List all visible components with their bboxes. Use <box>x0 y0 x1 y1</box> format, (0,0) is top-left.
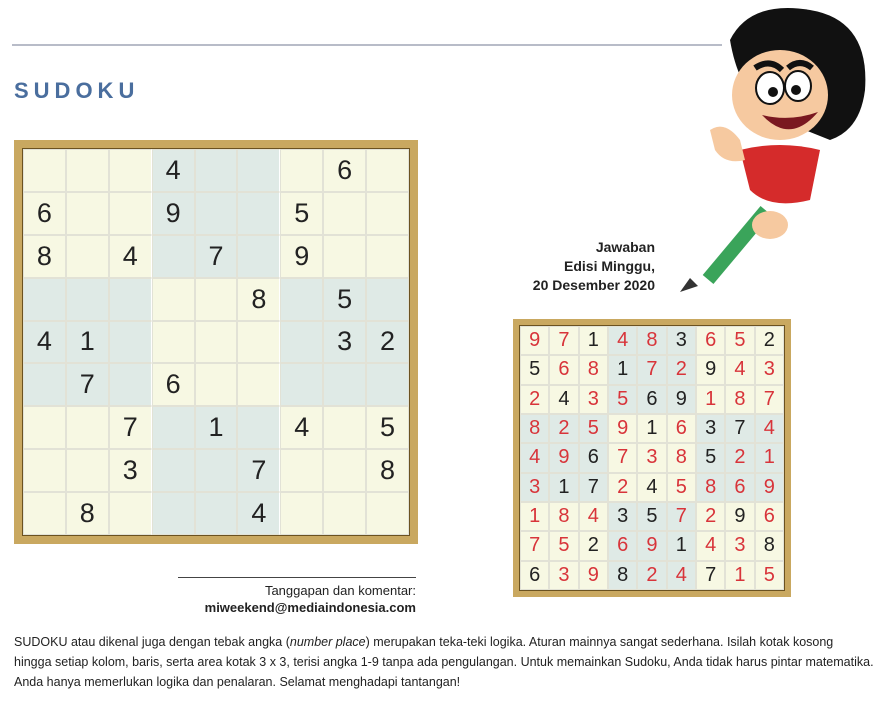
puzzle-cell[interactable] <box>109 492 152 535</box>
puzzle-cell[interactable] <box>366 363 409 406</box>
puzzle-cell[interactable] <box>152 492 195 535</box>
answer-cell: 1 <box>579 326 608 355</box>
puzzle-cell[interactable]: 7 <box>237 449 280 492</box>
puzzle-cell[interactable] <box>152 449 195 492</box>
answer-cell: 6 <box>637 385 666 414</box>
puzzle-cell[interactable] <box>280 492 323 535</box>
answer-cell: 2 <box>696 502 725 531</box>
page-title: SUDOKU <box>14 78 140 103</box>
answer-cell: 1 <box>696 385 725 414</box>
answer-cell: 7 <box>696 561 725 590</box>
description-paragraph <box>14 632 874 692</box>
answer-cell: 3 <box>608 502 637 531</box>
puzzle-cell[interactable] <box>109 149 152 192</box>
answer-cell: 5 <box>667 473 696 502</box>
answer-cell: 4 <box>696 531 725 560</box>
answer-cell: 1 <box>725 561 754 590</box>
answer-cell: 3 <box>725 531 754 560</box>
answer-cell: 1 <box>608 355 637 384</box>
puzzle-cell[interactable]: 1 <box>66 321 109 364</box>
answer-cell: 1 <box>667 531 696 560</box>
answer-cell: 9 <box>520 326 549 355</box>
puzzle-cell[interactable] <box>323 449 366 492</box>
puzzle-cell[interactable] <box>237 149 280 192</box>
answer-cell: 9 <box>755 473 784 502</box>
answer-cell: 6 <box>667 414 696 443</box>
sudoku-puzzle-grid <box>22 148 410 536</box>
answer-cell: 3 <box>549 561 578 590</box>
puzzle-cell[interactable] <box>280 449 323 492</box>
puzzle-cell[interactable]: 6 <box>323 149 366 192</box>
puzzle-cell[interactable] <box>280 278 323 321</box>
puzzle-cell[interactable]: 4 <box>109 235 152 278</box>
answer-cell: 8 <box>637 326 666 355</box>
answer-cell: 5 <box>608 385 637 414</box>
puzzle-cell[interactable]: 6 <box>152 363 195 406</box>
answer-cell: 7 <box>755 385 784 414</box>
answer-cell: 7 <box>667 502 696 531</box>
answer-cell: 7 <box>579 473 608 502</box>
puzzle-cell[interactable] <box>323 492 366 535</box>
answer-caption <box>533 238 655 295</box>
puzzle-cell[interactable] <box>109 321 152 364</box>
puzzle-cell[interactable]: 4 <box>152 149 195 192</box>
puzzle-cell[interactable]: 2 <box>366 321 409 364</box>
answer-cell: 4 <box>608 326 637 355</box>
puzzle-cell[interactable] <box>23 492 66 535</box>
puzzle-cell[interactable] <box>152 235 195 278</box>
answer-cell: 4 <box>755 414 784 443</box>
puzzle-cell[interactable] <box>109 192 152 235</box>
answer-cell: 8 <box>725 385 754 414</box>
puzzle-cell[interactable] <box>323 406 366 449</box>
answer-cell: 1 <box>637 414 666 443</box>
answer-cell: 6 <box>755 502 784 531</box>
puzzle-cell[interactable] <box>280 149 323 192</box>
description-part1: SUDOKU atau dikenal juga dengan tebak angka ( <box>14 635 290 649</box>
puzzle-cell[interactable] <box>366 235 409 278</box>
answer-cell: 9 <box>725 502 754 531</box>
puzzle-cell[interactable]: 8 <box>366 449 409 492</box>
cartoon-mascot-illustration <box>670 0 880 300</box>
answer-cell: 8 <box>667 443 696 472</box>
puzzle-cell[interactable] <box>366 149 409 192</box>
answer-cell: 2 <box>608 473 637 502</box>
answer-cell: 7 <box>549 326 578 355</box>
puzzle-cell[interactable]: 8 <box>237 278 280 321</box>
puzzle-cell[interactable] <box>195 321 238 364</box>
puzzle-cell[interactable]: 8 <box>23 235 66 278</box>
answer-cell: 7 <box>520 531 549 560</box>
puzzle-cell[interactable]: 8 <box>66 492 109 535</box>
puzzle-cell[interactable] <box>23 278 66 321</box>
puzzle-cell[interactable] <box>66 278 109 321</box>
puzzle-cell[interactable] <box>66 192 109 235</box>
sudoku-puzzle-frame <box>14 140 418 544</box>
puzzle-cell[interactable] <box>237 192 280 235</box>
puzzle-cell[interactable]: 3 <box>109 449 152 492</box>
contact-email[interactable]: miweekend@mediaindonesia.com <box>204 600 416 615</box>
answer-cell: 7 <box>637 355 666 384</box>
puzzle-cell[interactable] <box>152 321 195 364</box>
description-part2: ) merupakan teka-teki logika. Aturan mainnya sangat sederhana. Isilah kotak kosong hingga setiap kolom, baris, serta area kotak 3 x 3, terisi angka 1-9 tanpa ada pengulangan. Untuk memainkan Sudoku, Anda tidak harus pintar matematika. Anda hanya memerlukan logika dan penalaran. Selamat menghadapi tantangan! <box>14 635 874 689</box>
answer-cell: 8 <box>549 502 578 531</box>
answer-cell: 2 <box>579 531 608 560</box>
puzzle-cell[interactable] <box>152 406 195 449</box>
puzzle-cell[interactable]: 7 <box>195 235 238 278</box>
answer-cell: 4 <box>637 473 666 502</box>
puzzle-cell[interactable] <box>66 449 109 492</box>
answer-cell: 6 <box>725 473 754 502</box>
answer-cell: 9 <box>696 355 725 384</box>
answer-cell: 5 <box>696 443 725 472</box>
answer-cell: 9 <box>667 385 696 414</box>
answer-cell: 9 <box>579 561 608 590</box>
answer-cell: 2 <box>755 326 784 355</box>
answer-cell: 9 <box>608 414 637 443</box>
contact-label: Tanggapan dan komentar: <box>264 583 416 598</box>
puzzle-cell[interactable] <box>23 363 66 406</box>
answer-cell: 8 <box>579 355 608 384</box>
answer-cell: 1 <box>520 502 549 531</box>
puzzle-cell[interactable] <box>66 406 109 449</box>
puzzle-cell[interactable] <box>237 235 280 278</box>
answer-cell: 7 <box>608 443 637 472</box>
answer-cell: 7 <box>725 414 754 443</box>
contact-divider <box>178 577 416 578</box>
puzzle-cell[interactable] <box>366 492 409 535</box>
puzzle-cell[interactable]: 7 <box>109 406 152 449</box>
answer-cell: 6 <box>696 326 725 355</box>
puzzle-cell[interactable] <box>323 192 366 235</box>
answer-caption-line1: Jawaban <box>595 239 655 255</box>
answer-cell: 6 <box>579 443 608 472</box>
answer-cell: 2 <box>667 355 696 384</box>
answer-cell: 3 <box>696 414 725 443</box>
answer-caption-line2: Edisi Minggu, <box>564 258 655 274</box>
answer-cell: 6 <box>608 531 637 560</box>
puzzle-cell[interactable] <box>195 449 238 492</box>
puzzle-cell[interactable] <box>23 406 66 449</box>
puzzle-cell[interactable] <box>195 149 238 192</box>
puzzle-cell[interactable] <box>152 278 195 321</box>
answer-cell: 5 <box>637 502 666 531</box>
puzzle-cell[interactable] <box>323 363 366 406</box>
answer-cell: 1 <box>549 473 578 502</box>
answer-cell: 3 <box>520 473 549 502</box>
puzzle-cell[interactable] <box>109 363 152 406</box>
answer-cell: 8 <box>696 473 725 502</box>
puzzle-cell[interactable]: 4 <box>280 406 323 449</box>
puzzle-cell[interactable]: 4 <box>23 321 66 364</box>
answer-cell: 9 <box>637 531 666 560</box>
puzzle-cell[interactable] <box>323 235 366 278</box>
puzzle-cell[interactable] <box>23 449 66 492</box>
answer-cell: 3 <box>667 326 696 355</box>
puzzle-cell[interactable]: 5 <box>366 406 409 449</box>
answer-cell: 8 <box>755 531 784 560</box>
answer-cell: 2 <box>637 561 666 590</box>
answer-caption-line3: 20 Desember 2020 <box>532 277 655 293</box>
puzzle-cell[interactable] <box>237 321 280 364</box>
puzzle-cell[interactable]: 7 <box>66 363 109 406</box>
answer-cell: 4 <box>520 443 549 472</box>
answer-cell: 4 <box>549 385 578 414</box>
puzzle-cell[interactable] <box>280 363 323 406</box>
puzzle-cell[interactable] <box>366 278 409 321</box>
answer-cell: 6 <box>520 561 549 590</box>
puzzle-cell[interactable] <box>195 492 238 535</box>
answer-cell: 1 <box>755 443 784 472</box>
puzzle-cell[interactable] <box>195 363 238 406</box>
sudoku-answer-frame <box>513 319 791 597</box>
answer-cell: 5 <box>549 531 578 560</box>
answer-cell: 5 <box>579 414 608 443</box>
puzzle-cell[interactable] <box>237 406 280 449</box>
puzzle-cell[interactable] <box>66 149 109 192</box>
answer-cell: 9 <box>549 443 578 472</box>
answer-cell: 6 <box>549 355 578 384</box>
puzzle-cell[interactable] <box>195 278 238 321</box>
puzzle-cell[interactable] <box>23 149 66 192</box>
answer-cell: 8 <box>520 414 549 443</box>
puzzle-cell[interactable]: 5 <box>280 192 323 235</box>
answer-cell: 4 <box>667 561 696 590</box>
answer-cell: 5 <box>725 326 754 355</box>
answer-cell: 5 <box>755 561 784 590</box>
puzzle-cell[interactable]: 4 <box>237 492 280 535</box>
answer-cell: 2 <box>549 414 578 443</box>
puzzle-cell[interactable]: 5 <box>323 278 366 321</box>
answer-cell: 5 <box>520 355 549 384</box>
answer-cell: 3 <box>637 443 666 472</box>
puzzle-cell[interactable] <box>366 192 409 235</box>
puzzle-cell[interactable] <box>280 321 323 364</box>
contact-info <box>205 582 416 616</box>
answer-cell: 8 <box>608 561 637 590</box>
answer-cell: 4 <box>579 502 608 531</box>
description-italic: number place <box>289 635 366 649</box>
puzzle-cell[interactable]: 6 <box>23 192 66 235</box>
answer-cell: 4 <box>725 355 754 384</box>
puzzle-cell[interactable]: 9 <box>152 192 195 235</box>
answer-cell: 2 <box>725 443 754 472</box>
puzzle-cell[interactable] <box>195 192 238 235</box>
puzzle-cell[interactable] <box>237 363 280 406</box>
header-rule <box>12 44 722 46</box>
puzzle-cell[interactable]: 9 <box>280 235 323 278</box>
answer-cell: 2 <box>520 385 549 414</box>
puzzle-cell[interactable]: 1 <box>195 406 238 449</box>
puzzle-cell[interactable] <box>66 235 109 278</box>
puzzle-cell[interactable]: 3 <box>323 321 366 364</box>
answer-cell: 3 <box>755 355 784 384</box>
answer-cell: 3 <box>579 385 608 414</box>
puzzle-cell[interactable] <box>109 278 152 321</box>
sudoku-answer-grid <box>519 325 785 591</box>
